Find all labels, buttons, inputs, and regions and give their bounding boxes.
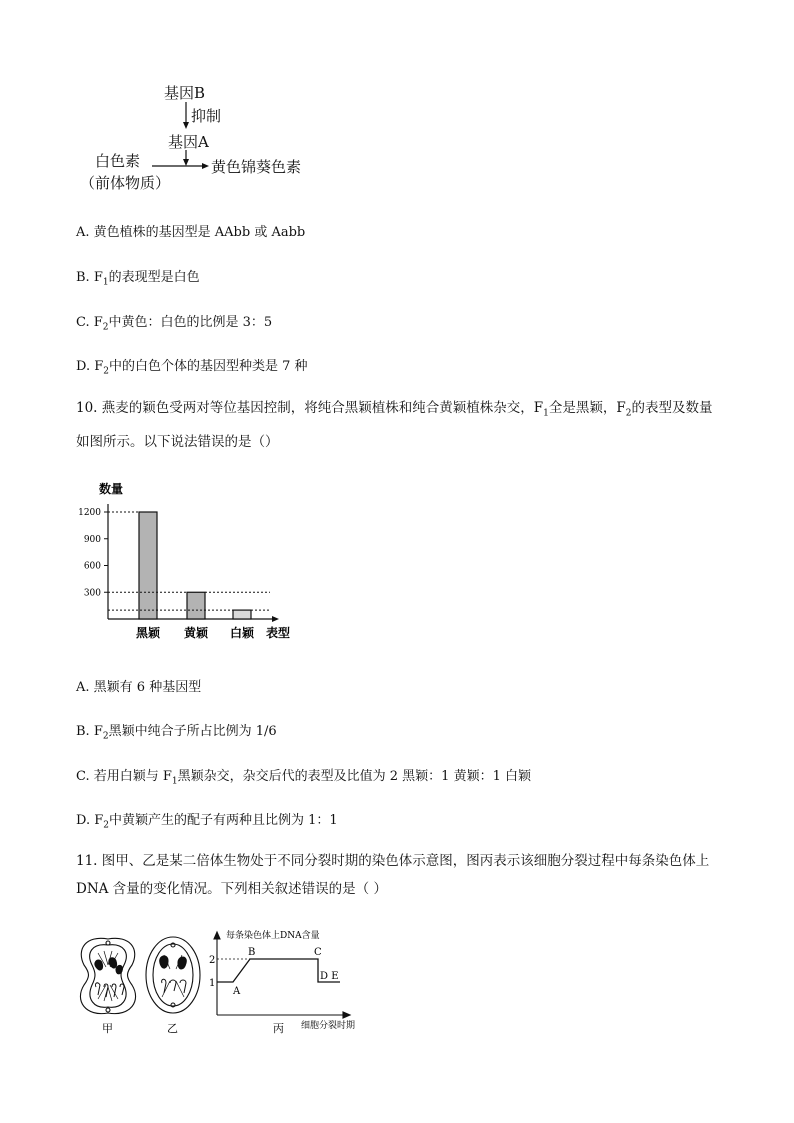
inhibit-label: 抑制 <box>191 107 222 125</box>
category-label: 黑颖 <box>135 626 161 640</box>
chart-ylabel: 数量 <box>99 482 124 496</box>
fig-jia-label: 甲 <box>102 1022 113 1035</box>
q9-option-d-sub: 2 <box>103 366 109 377</box>
q10-option-d <box>76 809 338 831</box>
q10-stem <box>76 394 736 456</box>
q10-stem-line1 <box>76 394 736 428</box>
q9-option-c-pre: C. F <box>76 315 103 330</box>
q9-option-a: A. 黄色植株的基因型是 AAbb 或 Aabb <box>76 225 306 240</box>
q9-option-c-sub: 2 <box>102 322 109 333</box>
q10-option-d-post: 中黄颖产生的配子有两种且比例为 1：1 <box>108 813 338 828</box>
gene-a-label: 基因A <box>168 133 209 151</box>
q10-line1-pre: 10. 燕麦的颖色受两对等位基因控制，将纯合黑颖植株和纯合黄颖植株杂交，F <box>76 400 544 416</box>
bar <box>233 610 251 619</box>
q10-option-d-sub: 2 <box>103 820 109 831</box>
q10-option-b-pre: B. F <box>76 724 103 739</box>
graph-y1-label: 1 <box>209 978 216 989</box>
q10-option-c <box>76 765 531 787</box>
y-tick-label: 1200 <box>78 508 101 518</box>
q10-option-c-post: 黑颖杂交，杂交后代的表型及比值为 2 黑颖：1 黄颖：1 白颖 <box>177 769 531 784</box>
q9-option-b <box>76 266 200 288</box>
graph-point-c: C <box>314 947 322 958</box>
chart-xlabel: 表型 <box>266 626 291 640</box>
q9-option-b-post: 的表现型是白色 <box>108 270 200 285</box>
q10-option-b-sub: 2 <box>102 731 109 742</box>
bar <box>187 592 205 619</box>
q10-option-c-sub: 1 <box>171 776 178 787</box>
graph-point-de: D E <box>320 971 339 982</box>
y-tick-label: 600 <box>83 561 101 572</box>
x-axis-arrow <box>272 616 279 622</box>
q11-figures <box>0 925 794 1040</box>
graph-ylabel: 每条染色体上DNA含量 <box>226 931 320 941</box>
category-label: 白颖 <box>229 626 255 640</box>
fig-yi-label: 乙 <box>167 1022 178 1035</box>
q10-option-c-pre: C. 若用白颖与 F <box>76 769 172 784</box>
q10-option-b <box>76 720 277 742</box>
cell-yi-figure <box>146 937 200 1013</box>
q10-line1-sub2: 2 <box>625 408 632 419</box>
q10-option-d-pre: D. F <box>76 813 104 828</box>
y-tick-label: 900 <box>83 534 101 545</box>
q9-option-c-post: 中黄色：白色的比例是 3：5 <box>108 315 273 330</box>
y-tick-label: 300 <box>83 588 101 599</box>
yellow-pigment-label: 黄色锦葵色素 <box>211 158 302 176</box>
q10-option-b-post: 黑颖中纯合子所占比例为 1/6 <box>108 724 277 739</box>
q10-stem-line2: 如图所示。以下说法错误的是（） <box>76 433 279 450</box>
phenotype-bar-chart <box>0 470 794 650</box>
graph-point-b: B <box>248 947 256 958</box>
q9-option-b-sub: 1 <box>102 277 109 288</box>
graph-point-a: A <box>233 986 241 997</box>
q9-option-c <box>76 311 272 333</box>
q10-option-a: A. 黑颖有 6 种基因型 <box>76 680 202 695</box>
precursor-label: （前体物质） <box>80 174 171 192</box>
category-label: 黄颖 <box>183 626 209 640</box>
gene-b-label: 基因B <box>164 84 206 102</box>
q11-stem-line1: 11. 图甲、乙是某二倍体生物处于不同分裂时期的染色体示意图，图丙表示该细胞分裂过程中每条染色体上 <box>76 853 710 869</box>
cell-jia-figure <box>80 938 135 1013</box>
q11-stem <box>76 847 756 903</box>
white-pigment-label: 白色素 <box>95 152 141 170</box>
graph-y2-label: 2 <box>209 955 216 966</box>
bar <box>139 512 157 619</box>
graph-xlabel: 细胞分裂时期 <box>301 1021 356 1031</box>
q9-option-b-pre: B. F <box>76 270 103 285</box>
q10-line1-sub1: 1 <box>543 408 549 419</box>
q9-option-d <box>76 355 308 377</box>
q10-line1-mid: 全是黑颖，F <box>548 400 626 416</box>
q10-line1-post: 的表型及数量 <box>631 400 713 416</box>
fig-bing-label: 丙 <box>273 1022 284 1035</box>
q9-option-d-pre: D. F <box>76 359 104 374</box>
q9-option-d-post: 中的白色个体的基因型种类是 7 种 <box>108 359 308 374</box>
q11-stem-line2: DNA 含量的变化情况。下列相关叙述错误的是（ ） <box>76 881 387 897</box>
